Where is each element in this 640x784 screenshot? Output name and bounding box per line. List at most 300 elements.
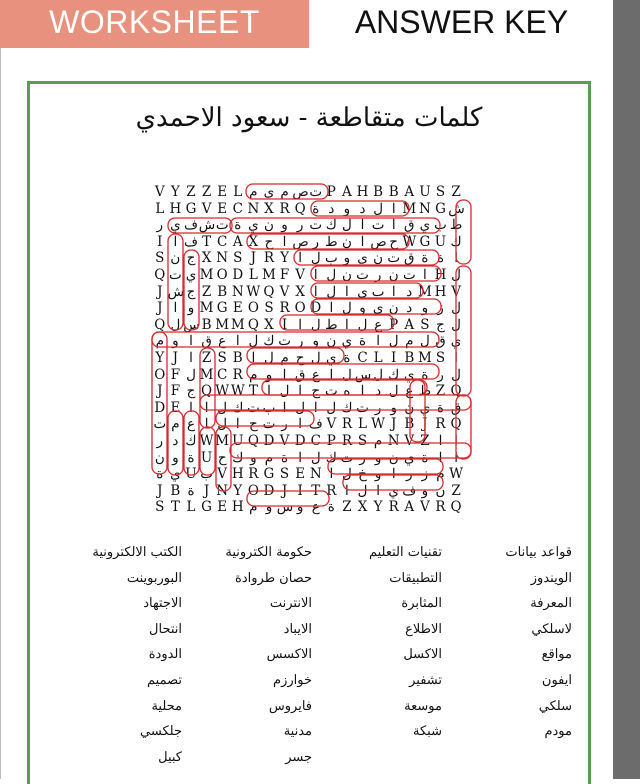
grid-cell[interactable]: ت <box>356 399 369 416</box>
grid-cell[interactable]: N <box>216 482 229 499</box>
grid-cell[interactable]: ا <box>282 366 287 383</box>
grid-cell[interactable]: ع <box>186 416 196 433</box>
grid-cell[interactable]: J <box>422 416 428 433</box>
grid-cell[interactable]: N <box>387 432 400 449</box>
grid-cell[interactable]: ي <box>341 333 353 350</box>
grid-cell[interactable]: ن <box>388 266 399 283</box>
grid-cell[interactable]: ه <box>343 383 351 400</box>
grid-cell[interactable]: ل <box>326 399 337 416</box>
grid-cell[interactable]: G <box>419 233 431 250</box>
grid-cell[interactable]: ي <box>450 333 462 350</box>
grid-cell[interactable]: Q <box>450 383 462 400</box>
grid-cell[interactable]: N <box>247 200 260 217</box>
grid-cell[interactable]: W <box>246 283 261 300</box>
grid-cell[interactable]: ن <box>388 449 399 466</box>
grid-cell[interactable]: ا <box>360 383 365 400</box>
grid-cell[interactable]: J <box>390 416 397 433</box>
grid-cell[interactable]: ا <box>360 233 365 250</box>
grid-cell[interactable]: W <box>402 233 417 250</box>
grid-cell[interactable]: B <box>201 316 212 333</box>
grid-cell[interactable]: V <box>295 266 306 283</box>
grid-cell[interactable]: R <box>435 416 446 433</box>
grid-cell[interactable]: ي <box>404 366 415 383</box>
grid-cell[interactable]: ا <box>391 466 396 483</box>
grid-cell[interactable]: ح <box>249 416 258 433</box>
grid-cell[interactable]: J <box>157 383 163 400</box>
grid-cell[interactable]: ل <box>217 416 228 433</box>
grid-cell[interactable]: J <box>250 250 257 267</box>
grid-cell[interactable]: I <box>157 233 163 250</box>
grid-cell[interactable]: ت <box>387 250 401 267</box>
grid-cell[interactable]: ن <box>341 233 352 250</box>
grid-cell[interactable]: W <box>449 466 464 483</box>
grid-cell[interactable]: H <box>169 200 182 217</box>
grid-cell[interactable]: ك <box>325 217 337 234</box>
answer-key-tab[interactable]: ANSWER KEY <box>354 4 569 40</box>
grid-cell[interactable]: ي <box>170 466 181 483</box>
grid-cell[interactable]: ق <box>404 217 415 234</box>
grid-cell[interactable]: ب <box>434 217 447 234</box>
grid-cell[interactable]: B <box>217 283 228 300</box>
grid-cell[interactable]: G <box>185 200 197 217</box>
grid-cell[interactable]: و <box>312 333 319 350</box>
grid-cell[interactable]: ا <box>329 366 334 383</box>
grid-cell[interactable]: ا <box>376 482 380 499</box>
grid-cell[interactable]: Q <box>247 316 259 333</box>
grid-cell[interactable]: H <box>231 466 244 483</box>
grid-cell[interactable]: S <box>217 349 227 366</box>
grid-cell[interactable]: V <box>326 416 337 433</box>
grid-cell[interactable]: Y <box>170 184 180 200</box>
grid-cell[interactable]: J <box>203 482 210 499</box>
grid-cell[interactable]: A <box>404 499 415 516</box>
grid-cell[interactable]: ا <box>329 300 334 317</box>
grid-cell[interactable]: ل <box>310 250 321 267</box>
grid-cell[interactable]: س <box>354 366 372 383</box>
grid-cell[interactable]: S <box>279 466 290 483</box>
grid-cell[interactable]: C <box>232 200 243 217</box>
grid-cell[interactable]: م <box>249 184 258 200</box>
grid-cell[interactable]: ا <box>313 266 318 283</box>
grid-cell[interactable]: ا <box>251 349 256 366</box>
grid-cell[interactable]: F <box>170 366 181 383</box>
grid-cell[interactable]: R <box>263 250 275 267</box>
grid-cell[interactable]: ل <box>310 349 321 366</box>
grid-cell[interactable]: ق <box>404 250 415 267</box>
grid-cell[interactable]: م <box>249 499 258 516</box>
grid-cell[interactable]: Q <box>263 283 275 300</box>
grid-cell[interactable]: ل <box>342 300 352 317</box>
grid-cell[interactable]: ي <box>404 449 415 466</box>
grid-cell[interactable]: C <box>217 366 228 383</box>
grid-cell[interactable]: ل <box>388 383 399 400</box>
grid-cell[interactable]: ف <box>183 217 198 234</box>
grid-cell[interactable]: م <box>155 333 164 350</box>
grid-cell[interactable]: S <box>435 184 446 200</box>
grid-cell[interactable]: Q <box>450 416 462 433</box>
grid-cell[interactable]: ة <box>421 366 429 383</box>
grid-cell[interactable]: D <box>263 432 275 449</box>
grid-cell[interactable]: ر <box>359 449 366 466</box>
grid-cell[interactable]: ا <box>298 416 303 433</box>
grid-cell[interactable]: ح <box>389 233 399 250</box>
grid-cell[interactable]: ا <box>235 416 240 433</box>
grid-cell[interactable]: م <box>373 432 383 449</box>
grid-cell[interactable]: ا <box>454 250 458 267</box>
grid-cell[interactable]: Q <box>154 266 166 283</box>
grid-cell[interactable]: ل <box>310 449 321 466</box>
grid-cell[interactable]: ك <box>388 366 400 383</box>
grid-cell[interactable]: W <box>215 383 230 400</box>
grid-cell[interactable]: X <box>295 283 305 300</box>
grid-cell[interactable]: Q <box>154 316 166 333</box>
grid-cell[interactable]: H <box>434 283 447 300</box>
grid-cell[interactable]: Z <box>451 184 461 200</box>
grid-cell[interactable]: ص <box>292 233 309 250</box>
grid-cell[interactable]: ة <box>343 349 351 366</box>
grid-cell[interactable]: ل <box>217 399 228 416</box>
grid-cell[interactable]: ل <box>264 349 274 366</box>
grid-cell[interactable]: ا <box>391 283 396 300</box>
grid-cell[interactable]: ت <box>340 449 354 466</box>
grid-cell[interactable]: ا <box>438 449 443 466</box>
grid-cell[interactable]: B <box>373 184 384 200</box>
grid-cell[interactable]: T <box>311 482 321 499</box>
grid-cell[interactable]: ل <box>342 466 352 483</box>
grid-cell[interactable]: ك <box>185 432 197 449</box>
grid-cell[interactable]: T <box>170 499 180 516</box>
grid-cell[interactable]: ة <box>312 200 320 217</box>
grid-cell[interactable]: ا <box>438 432 443 449</box>
grid-cell[interactable]: د <box>375 383 382 400</box>
grid-cell[interactable]: M <box>417 349 432 366</box>
grid-cell[interactable]: ا <box>298 250 303 267</box>
grid-cell[interactable]: D <box>263 482 275 499</box>
grid-cell[interactable]: B <box>388 184 399 200</box>
grid-cell[interactable]: ل <box>310 316 321 333</box>
grid-cell[interactable]: و <box>359 300 366 317</box>
grid-cell[interactable]: R <box>248 466 259 483</box>
grid-cell[interactable]: ا <box>204 399 209 416</box>
grid-cell[interactable]: ط <box>325 316 338 333</box>
grid-cell[interactable]: ا <box>298 316 303 333</box>
grid-cell[interactable]: F <box>279 266 290 283</box>
grid-cell[interactable]: ع <box>374 316 383 333</box>
grid-cell[interactable]: ر <box>296 217 304 234</box>
grid-cell[interactable]: O <box>247 482 259 499</box>
grid-cell[interactable]: E <box>217 499 228 516</box>
grid-cell[interactable]: P <box>389 316 399 333</box>
grid-cell[interactable]: L <box>248 266 258 283</box>
grid-cell[interactable]: د <box>406 300 413 317</box>
grid-cell[interactable]: م <box>280 184 289 200</box>
grid-cell[interactable]: ب <box>324 250 338 267</box>
grid-cell[interactable]: S <box>155 250 165 267</box>
grid-cell[interactable]: E <box>217 184 228 200</box>
grid-cell[interactable]: س <box>276 499 294 516</box>
grid-cell[interactable]: Z <box>435 383 446 400</box>
grid-cell[interactable]: L <box>186 499 196 516</box>
grid-cell[interactable]: ل <box>373 366 384 383</box>
grid-cell[interactable]: ا <box>360 217 365 234</box>
grid-cell[interactable]: ت <box>278 333 291 350</box>
grid-cell[interactable]: O <box>154 366 166 383</box>
grid-cell[interactable]: ن <box>263 217 274 234</box>
grid-cell[interactable]: ا <box>391 200 396 217</box>
grid-cell[interactable]: G <box>263 466 275 483</box>
grid-cell[interactable]: L <box>155 200 165 217</box>
grid-cell[interactable]: ي <box>372 300 384 317</box>
grid-cell[interactable]: ف <box>308 416 323 433</box>
grid-cell[interactable]: B <box>170 482 181 499</box>
grid-cell[interactable]: ز <box>437 300 444 317</box>
grid-cell[interactable]: O <box>247 300 259 317</box>
grid-cell[interactable]: ك <box>450 233 462 250</box>
grid-cell[interactable]: J <box>157 283 163 300</box>
grid-cell[interactable]: ج <box>311 383 321 400</box>
grid-cell[interactable]: ل <box>451 300 461 317</box>
grid-cell[interactable]: ا <box>189 333 193 350</box>
grid-cell[interactable]: S <box>155 499 165 516</box>
grid-cell[interactable]: ل <box>326 266 337 283</box>
grid-cell[interactable]: ت <box>169 266 182 283</box>
grid-cell[interactable]: ر <box>156 217 164 234</box>
grid-cell[interactable]: ز <box>421 466 429 483</box>
grid-cell[interactable]: ل <box>357 316 368 333</box>
grid-cell[interactable]: ر <box>374 399 382 416</box>
grid-cell[interactable]: و <box>390 399 397 416</box>
grid-cell[interactable]: ح <box>295 349 305 366</box>
grid-cell[interactable]: ر <box>281 416 288 433</box>
grid-cell[interactable]: ع <box>311 366 320 383</box>
grid-cell[interactable]: ا <box>282 233 287 250</box>
grid-cell[interactable]: ت <box>324 383 338 400</box>
grid-cell[interactable]: ا <box>189 349 193 366</box>
grid-cell[interactable]: ي <box>248 217 259 234</box>
grid-cell[interactable]: ة <box>421 449 429 466</box>
grid-cell[interactable]: Y <box>280 250 289 267</box>
grid-cell[interactable]: و <box>187 300 195 317</box>
grid-cell[interactable]: ن <box>404 399 415 416</box>
grid-cell[interactable]: X <box>264 200 274 217</box>
grid-cell[interactable]: V <box>217 466 228 483</box>
grid-cell[interactable]: ل <box>326 283 337 300</box>
grid-cell[interactable]: V <box>451 283 461 300</box>
grid-cell[interactable]: D <box>154 399 166 416</box>
grid-cell[interactable]: ل <box>451 266 461 283</box>
grid-cell[interactable]: E <box>232 300 243 317</box>
grid-cell[interactable]: N <box>418 200 431 217</box>
grid-cell[interactable]: J <box>157 482 163 499</box>
grid-cell[interactable]: G <box>201 499 212 516</box>
grid-cell[interactable]: S <box>435 349 446 366</box>
grid-cell[interactable]: H <box>231 499 244 516</box>
grid-cell[interactable]: B <box>232 349 243 366</box>
grid-cell[interactable]: L <box>373 349 383 366</box>
grid-cell[interactable]: و <box>281 217 288 234</box>
grid-cell[interactable]: R <box>341 416 352 433</box>
grid-cell[interactable]: ت <box>402 266 416 283</box>
grid-cell[interactable]: W <box>371 416 386 433</box>
grid-cell[interactable]: V <box>420 499 430 516</box>
grid-cell[interactable]: C <box>310 432 321 449</box>
grid-cell[interactable]: ا <box>423 266 427 283</box>
grid-cell[interactable]: ي <box>326 349 337 366</box>
grid-cell[interactable]: Y <box>155 349 165 366</box>
grid-cell[interactable]: و <box>374 449 382 466</box>
grid-cell[interactable]: ر <box>312 233 319 250</box>
grid-cell[interactable]: J <box>281 482 288 499</box>
grid-cell[interactable]: ت <box>371 217 385 234</box>
grid-cell[interactable]: A <box>404 316 415 333</box>
grid-cell[interactable]: D <box>294 432 306 449</box>
grid-cell[interactable]: و <box>172 333 179 350</box>
grid-cell[interactable]: A <box>232 233 243 250</box>
grid-cell[interactable]: Y <box>373 499 383 516</box>
grid-cell[interactable]: و <box>374 466 382 483</box>
grid-cell[interactable]: R <box>279 300 290 317</box>
grid-cell[interactable]: ي <box>388 482 399 499</box>
grid-cell[interactable]: ا <box>313 399 318 416</box>
grid-cell[interactable]: G <box>216 300 228 317</box>
grid-cell[interactable]: R <box>435 499 446 516</box>
grid-cell[interactable]: ط <box>449 217 463 234</box>
grid-cell[interactable]: ا <box>329 466 334 483</box>
grid-cell[interactable]: ل <box>451 316 461 333</box>
grid-cell[interactable]: ي <box>419 399 431 416</box>
grid-cell[interactable]: ع <box>218 333 227 350</box>
grid-cell[interactable]: ل <box>373 200 384 217</box>
grid-cell[interactable]: O <box>216 266 228 283</box>
grid-cell[interactable]: R <box>279 200 290 217</box>
grid-cell[interactable]: ش <box>198 217 216 234</box>
grid-cell[interactable]: Z <box>451 482 461 499</box>
grid-cell[interactable]: ا <box>454 349 458 366</box>
grid-cell[interactable]: ي <box>185 266 197 283</box>
grid-cell[interactable]: R <box>326 482 337 499</box>
grid-cell[interactable]: S <box>357 432 368 449</box>
grid-cell[interactable]: ب <box>200 466 213 483</box>
grid-cell[interactable]: ل <box>279 383 290 400</box>
grid-cell[interactable]: E <box>217 200 228 217</box>
grid-cell[interactable]: R <box>341 432 352 449</box>
grid-cell[interactable]: ا <box>345 482 349 499</box>
grid-cell[interactable]: V <box>201 200 212 217</box>
grid-cell[interactable]: ة <box>358 333 367 350</box>
grid-cell[interactable]: ا <box>298 383 303 400</box>
grid-cell[interactable]: د <box>359 200 366 217</box>
grid-cell[interactable]: M <box>402 200 417 217</box>
grid-cell[interactable]: ج <box>186 383 196 400</box>
grid-cell[interactable]: م <box>280 349 289 366</box>
grid-cell[interactable]: M <box>215 432 230 449</box>
grid-cell[interactable]: L <box>358 416 367 433</box>
grid-cell[interactable]: E <box>295 466 306 483</box>
grid-cell[interactable]: Z <box>186 184 196 200</box>
grid-cell[interactable]: ن <box>326 333 337 350</box>
grid-cell[interactable]: ة <box>281 449 289 466</box>
grid-cell[interactable]: ن <box>170 250 181 267</box>
grid-cell[interactable]: ب <box>262 399 276 416</box>
grid-cell[interactable]: ت <box>309 184 323 200</box>
grid-cell[interactable]: ف <box>402 482 417 499</box>
grid-cell[interactable]: د <box>328 200 335 217</box>
grid-cell[interactable]: ك <box>325 449 337 466</box>
grid-cell[interactable]: I <box>391 349 397 366</box>
grid-cell[interactable]: W <box>230 383 245 400</box>
grid-cell[interactable]: و <box>265 499 273 516</box>
grid-cell[interactable]: T <box>248 383 258 400</box>
grid-cell[interactable]: ل <box>451 366 461 383</box>
grid-cell[interactable]: V <box>154 184 165 200</box>
grid-cell[interactable]: م <box>249 366 258 383</box>
grid-cell[interactable]: Q <box>247 432 259 449</box>
grid-cell[interactable]: Q <box>294 200 306 217</box>
grid-cell[interactable]: ا <box>454 449 458 466</box>
grid-cell[interactable]: ص <box>370 233 387 250</box>
grid-cell[interactable]: ن <box>373 250 384 267</box>
grid-cell[interactable]: ة <box>234 217 242 234</box>
grid-cell[interactable]: ل <box>342 366 352 383</box>
grid-cell[interactable]: V <box>279 283 290 300</box>
grid-cell[interactable]: Z <box>201 184 212 200</box>
grid-cell[interactable]: T <box>202 233 212 250</box>
grid-cell[interactable]: و <box>296 499 304 516</box>
grid-cell[interactable]: ج <box>186 250 196 267</box>
grid-cell[interactable]: ر <box>296 333 304 350</box>
grid-cell[interactable]: ا <box>267 383 271 400</box>
grid-cell[interactable]: ة <box>327 499 335 516</box>
grid-cell[interactable]: ت <box>356 266 369 283</box>
grid-cell[interactable]: ج <box>436 316 445 333</box>
grid-cell[interactable]: Z <box>420 432 430 449</box>
grid-cell[interactable]: D <box>232 266 244 283</box>
grid-cell[interactable]: D <box>310 300 322 317</box>
grid-cell[interactable]: ة <box>187 482 195 499</box>
grid-cell[interactable]: U <box>419 184 431 200</box>
grid-cell[interactable]: ط <box>325 233 338 250</box>
grid-cell[interactable]: ن <box>154 449 165 466</box>
grid-cell[interactable]: و <box>421 300 429 317</box>
grid-cell[interactable]: ت <box>215 217 229 234</box>
grid-cell[interactable]: ل <box>295 399 306 416</box>
grid-cell[interactable]: P <box>326 184 336 200</box>
grid-cell[interactable]: ك <box>263 333 275 350</box>
grid-cell[interactable]: ة <box>187 449 195 466</box>
grid-cell[interactable]: ك <box>341 399 353 416</box>
grid-cell[interactable]: ت <box>262 416 276 433</box>
grid-cell[interactable]: ص <box>292 184 309 200</box>
grid-cell[interactable]: و <box>265 366 273 383</box>
grid-cell[interactable]: ت <box>153 416 167 433</box>
grid-cell[interactable]: و <box>343 250 351 267</box>
grid-cell[interactable]: ق <box>435 333 446 350</box>
grid-cell[interactable]: ر <box>374 266 382 283</box>
grid-cell[interactable]: W <box>199 432 214 449</box>
grid-cell[interactable]: ك <box>232 399 244 416</box>
grid-cell[interactable]: X <box>201 250 212 267</box>
grid-cell[interactable]: ر <box>437 366 444 383</box>
grid-cell[interactable]: ش <box>448 200 465 217</box>
grid-cell[interactable]: M <box>199 266 214 283</box>
grid-cell[interactable]: ا <box>282 399 287 416</box>
grid-cell[interactable]: ا <box>391 217 396 234</box>
grid-cell[interactable]: ر <box>156 432 164 449</box>
grid-cell[interactable]: م <box>264 449 274 466</box>
grid-cell[interactable]: V <box>279 432 290 449</box>
grid-cell[interactable]: ة <box>156 466 164 483</box>
grid-cell[interactable]: I <box>297 482 303 499</box>
